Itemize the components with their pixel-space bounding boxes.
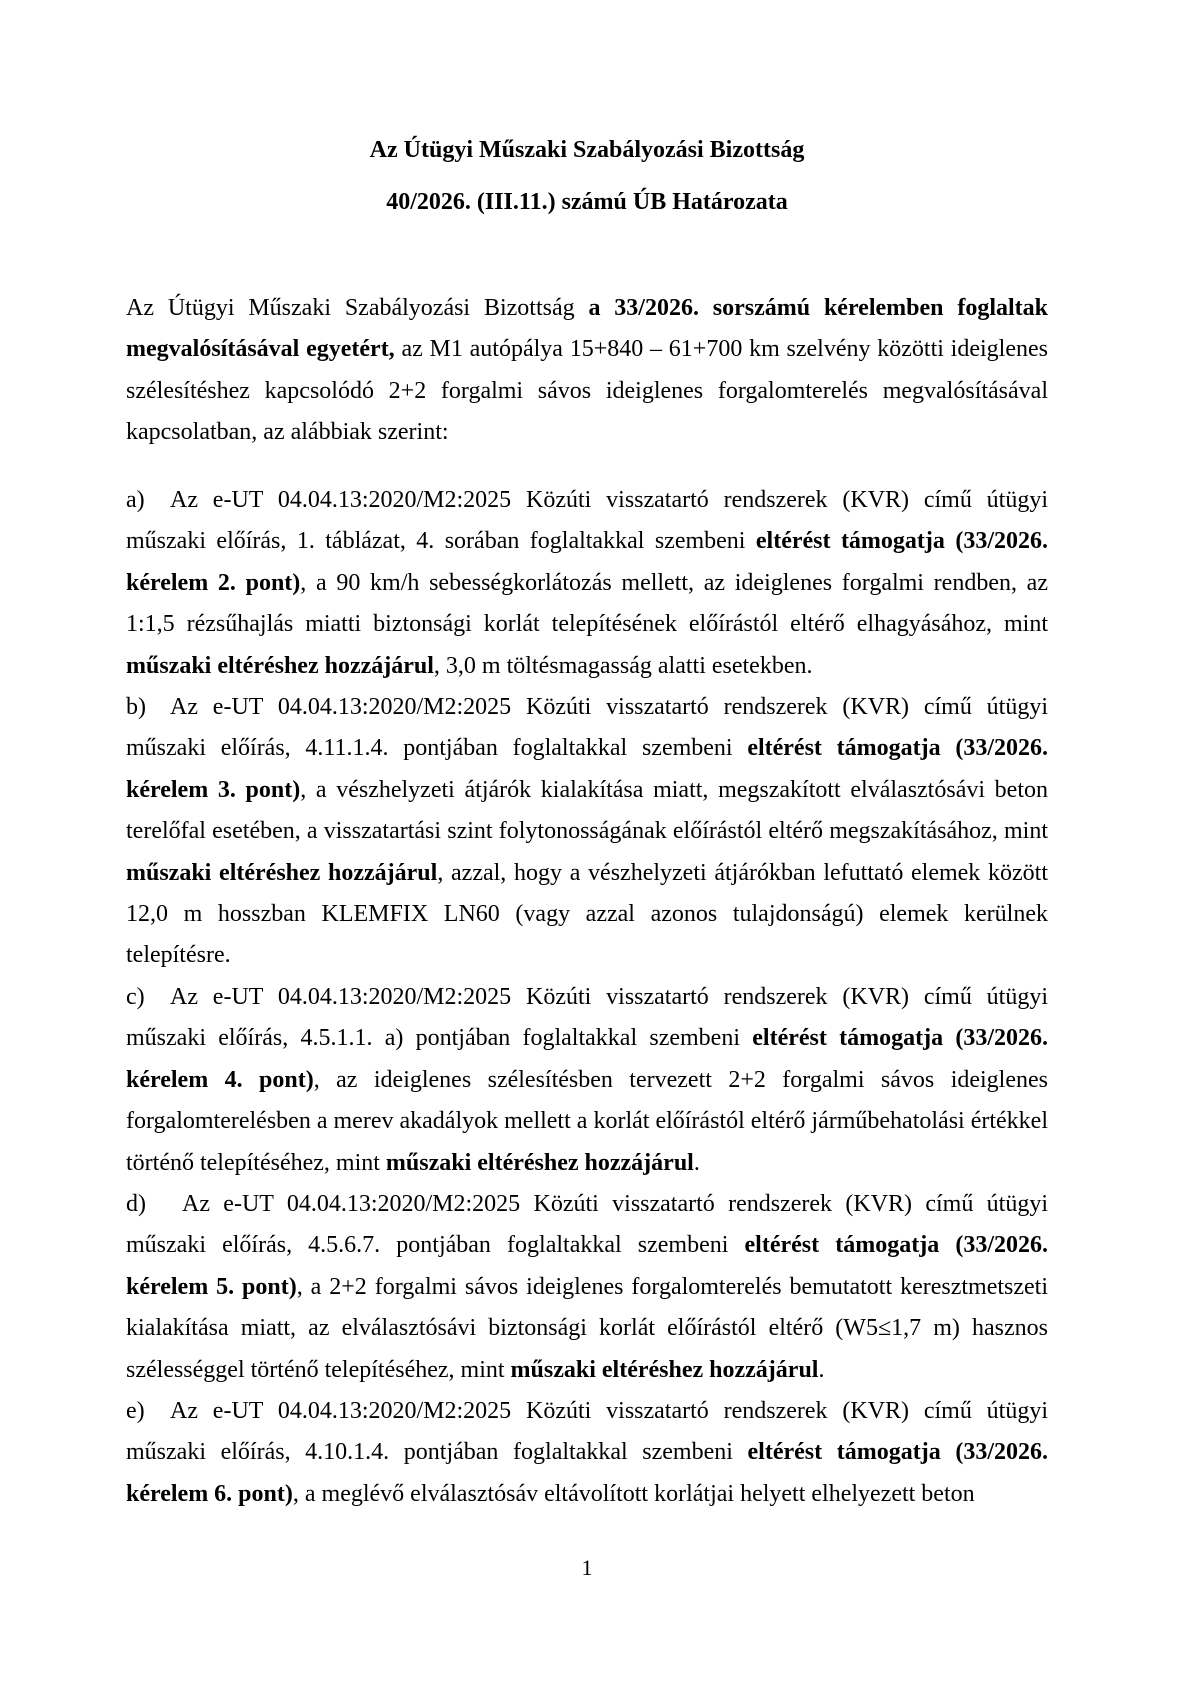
text-segment: , a 2+2 forgalmi sávos ideiglenes forgalomterelés bemutatott keresztmetszeti kialakítása miatt, az elválasztósávi biztonsági korlát előírástól eltérő (W5≤1,7 m) hasznos szélességgel történő telepítéséhez, mint bbox=[126, 1273, 1048, 1383]
item-text bbox=[126, 487, 1048, 679]
item-marker: a) bbox=[126, 487, 145, 513]
text-segment: az M1 autópálya 15+840 – 61+700 km szelvény közötti ideiglenes szélesítéshez kapcsolódó 2+2 forgalmi sávos ideiglenes forgalomterelés megvalósításával kapcsolatban, az alábbiak szerint: bbox=[126, 336, 1048, 446]
text-segment: . bbox=[693, 1149, 700, 1176]
text-segment: Az e-UT 04.04.13:2020/M2:2025 Közúti visszatartó rendszerek (KVR) című útügyi műszaki előírás, 1. táblázat, 4. sorában foglaltakkal szembeni bbox=[126, 487, 1048, 555]
item-marker: e) bbox=[126, 1397, 145, 1424]
item-text bbox=[126, 1398, 1048, 1507]
bold-text-segment: eltérést támogatja (33/2026. kérelem 5. pont) bbox=[126, 1232, 1048, 1300]
bold-text-segment: a 33/2026. sorszámú kérelemben foglaltak megvalósításával egyetért, bbox=[126, 295, 1048, 363]
document-title-line1: Az Útügyi Műszaki Szabályozási Bizottság bbox=[369, 137, 805, 163]
bold-text-segment: műszaki eltéréshez hozzájárul bbox=[126, 652, 434, 679]
intro-paragraph bbox=[126, 288, 1048, 454]
item-marker: c) bbox=[126, 983, 145, 1010]
document-title-line2: 40/2026. (III.11.) számú ÚB Határozata bbox=[386, 189, 788, 215]
bold-text-segment: műszaki eltéréshez hozzájárul bbox=[510, 1356, 819, 1383]
text-segment: , 3,0 m töltésmagasság alatti esetekben. bbox=[433, 652, 813, 679]
text-segment: Az Útügyi Műszaki Szabályozási Bizottság bbox=[126, 295, 589, 321]
text-segment: , azzal, hogy a vészhelyzeti átjárókban lefuttató elemek között 12,0 m hosszban KLEMFIX LN60 (vagy azzal azonos tulajdonságú) elemek kerülnek telepítésre. bbox=[126, 859, 1048, 969]
item-text bbox=[126, 694, 1048, 968]
text-segment: Az e-UT 04.04.13:2020/M2:2025 Közúti visszatartó rendszerek (KVR) című útügyi műszaki előírás, 4.5.1.1. a) pontjában foglaltakkal szembeni bbox=[126, 983, 1048, 1052]
decision-item bbox=[126, 1184, 1048, 1391]
bold-text-segment: eltérést támogatja (33/2026. kérelem 6. pont) bbox=[126, 1439, 1048, 1507]
item-marker: b) bbox=[126, 694, 146, 721]
page-number: 1 bbox=[581, 1555, 593, 1580]
bold-text-segment: eltérést támogatja (33/2026. kérelem 2. pont) bbox=[126, 528, 1048, 596]
text-segment: Az e-UT 04.04.13:2020/M2:2025 Közúti visszatartó rendszerek (KVR) című útügyi műszaki előírás, 4.5.6.7. pontjában foglaltakkal szembeni bbox=[126, 1190, 1048, 1259]
bold-text-segment: eltérést támogatja (33/2026. kérelem 3. pont) bbox=[126, 735, 1048, 803]
decision-list bbox=[126, 480, 1048, 1515]
bold-text-segment: műszaki eltéréshez hozzájárul bbox=[385, 1149, 694, 1176]
bold-text-segment: eltérést támogatja (33/2026. kérelem 4. pont) bbox=[126, 1025, 1048, 1093]
text-segment: Az e-UT 04.04.13:2020/M2:2025 Közúti visszatartó rendszerek (KVR) című útügyi műszaki előírás, 4.10.1.4. pontjában foglaltakkal szembeni bbox=[126, 1397, 1048, 1466]
text-segment: , az ideiglenes szélesítésben tervezett 2+2 forgalmi sávos ideiglenes forgalomterelésben a merev akadályok mellett a korlát előírástól eltérő járműbehatolási értékkel történő telepítéséhez, mint bbox=[126, 1066, 1048, 1176]
item-text bbox=[126, 1191, 1048, 1383]
decision-item bbox=[126, 977, 1048, 1184]
document-title bbox=[126, 130, 1048, 223]
decision-item bbox=[126, 480, 1048, 687]
item-text bbox=[126, 984, 1048, 1176]
text-segment: , a vészhelyzeti átjárók kialakítása miatt, megszakított elválasztósávi beton terelőfal esetében, a visszatartási szint folytonosságának előírástól eltérő megszakításához, mint bbox=[126, 776, 1048, 845]
text-segment: , a meglévő elválasztósáv eltávolított korlátjai helyett elhelyezett beton bbox=[292, 1480, 975, 1507]
text-segment: Az e-UT 04.04.13:2020/M2:2025 Közúti visszatartó rendszerek (KVR) című útügyi műszaki előírás, 4.11.1.4. pontjában foglaltakkal szembeni bbox=[126, 694, 1048, 762]
text-segment: . bbox=[818, 1356, 825, 1383]
bold-text-segment: műszaki eltéréshez hozzájárul bbox=[126, 859, 438, 886]
decision-item bbox=[126, 1391, 1048, 1515]
item-marker: d) bbox=[126, 1190, 146, 1217]
decision-item bbox=[126, 687, 1048, 977]
text-segment: , a 90 km/h sebességkorlátozás mellett, az ideiglenes forgalmi rendben, az 1:1,5 rézsűhajlás miatti biztonsági korlát telepítésének előírástól eltérő elhagyásához, mint bbox=[126, 569, 1048, 638]
